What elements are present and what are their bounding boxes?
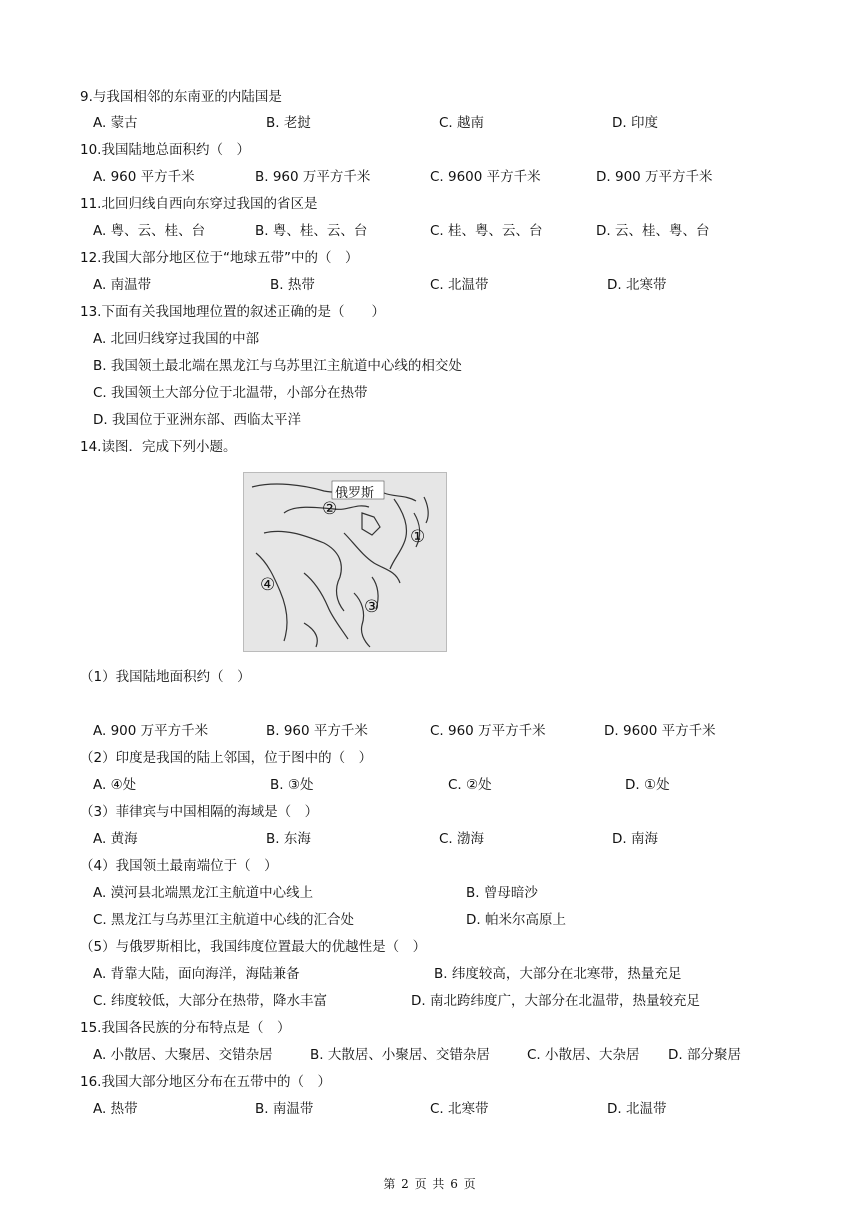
option-b: B. 南温带 [255,1101,314,1117]
option-d: D. ①处 [625,777,670,793]
option-b: B. 曾母暗沙 [466,885,538,901]
option-c: C. 纬度较低，大部分在热带，降水丰富 [93,993,328,1009]
option-d: D. 我国位于亚洲东部、西临太平洋 [93,412,301,428]
question-stem: 10.我国陆地总面积约（ ） [80,142,250,158]
question-stem: 9.与我国相邻的东南亚的内陆国是 [80,89,282,105]
option-c: C. 桂、粤、云、台 [430,223,543,239]
option-d: D. 9600 平方千米 [604,723,716,739]
map-label-russia: 俄罗斯 [335,486,375,501]
map-marker-3: ③ [364,597,380,617]
option-a: A. 南温带 [93,277,152,293]
option-b: B. 大散居、小聚居、交错杂居 [310,1047,490,1063]
option-a: A. 北回归线穿过我国的中部 [93,331,260,347]
question-stem: 12.我国大部分地区位于“地球五带”中的（ ） [80,250,359,266]
option-a: A. 小散居、大聚居、交错杂居 [93,1047,273,1063]
map-marker-4: ④ [260,575,276,595]
option-c: C. 北寒带 [430,1101,489,1117]
option-b: B. 粤、桂、云、台 [255,223,368,239]
option-b: B. 东海 [266,831,311,847]
option-b: B. 960 平方千米 [266,723,368,739]
question-stem: 11.北回归线自西向东穿过我国的省区是 [80,196,318,212]
option-a: A. 900 万平方千米 [93,723,209,739]
question-stem: 14.读图．完成下列小题。 [80,439,237,455]
option-c: C. 我国领土大部分位于北温带，小部分在热带 [93,385,368,401]
option-d: D. 帕米尔高原上 [466,912,566,928]
subquestion-stem: （2）印度是我国的陆上邻国，位于图中的（ ） [80,750,373,766]
option-d: D. 南北跨纬度广，大部分在北温带，热量较充足 [411,993,700,1009]
option-c: C. 渤海 [439,831,485,847]
question-stem: 16.我国大部分地区分布在五带中的（ ） [80,1074,331,1090]
option-d: D. 900 万平方千米 [596,169,713,185]
option-a: A. 蒙古 [93,115,138,131]
option-d: D. 部分聚居 [668,1047,741,1063]
subquestion-stem: （5）与俄罗斯相比，我国纬度位置最大的优越性是（ ） [80,939,427,955]
option-c: C. 北温带 [430,277,489,293]
option-d: D. 北温带 [607,1101,667,1117]
option-b: B. 960 万平方千米 [255,169,371,185]
option-b: B. 纬度较高，大部分在北寒带，热量充足 [434,966,682,982]
option-b: B. 热带 [270,277,315,293]
subquestion-stem: （3）菲律宾与中国相隔的海域是（ ） [80,804,319,820]
option-a: A. 漠河县北端黑龙江主航道中心线上 [93,885,314,901]
option-a: A. 粤、云、桂、台 [93,223,206,239]
subquestion-stem: （4）我国领土最南端位于（ ） [80,858,278,874]
option-c: C. 9600 平方千米 [430,169,541,185]
option-c: C. ②处 [448,777,492,793]
map-marker-2: ② [322,499,338,519]
option-a: A. ④处 [93,777,137,793]
option-b: B. 老挝 [266,115,311,131]
option-c: C. 黑龙江与乌苏里江主航道中心线的汇合处 [93,912,355,928]
option-d: D. 云、桂、粤、台 [596,223,710,239]
map-marker-1: ① [410,527,426,547]
option-c: C. 960 万平方千米 [430,723,546,739]
option-c: C. 越南 [439,115,485,131]
question-stem: 13.下面有关我国地理位置的叙述正确的是（ ） [80,304,385,320]
option-c: C. 小散居、大杂居 [527,1047,640,1063]
question-stem: 15.我国各民族的分布特点是（ ） [80,1020,291,1036]
option-a: A. 960 平方千米 [93,169,195,185]
option-d: D. 北寒带 [607,277,667,293]
option-a: A. 背靠大陆，面向海洋，海陆兼备 [93,966,300,982]
option-d: D. 南海 [612,831,658,847]
subquestion-stem: （1）我国陆地面积约（ ） [80,669,251,685]
page-footer: 第 2 页 共 6 页 [383,1177,477,1191]
option-b: B. ③处 [270,777,314,793]
option-a: A. 热带 [93,1101,138,1117]
option-b: B. 我国领土最北端在黑龙江与乌苏里江主航道中心线的相交处 [93,358,462,374]
option-d: D. 印度 [612,115,658,131]
asia-map-figure [243,472,447,652]
option-a: A. 黄海 [93,831,138,847]
